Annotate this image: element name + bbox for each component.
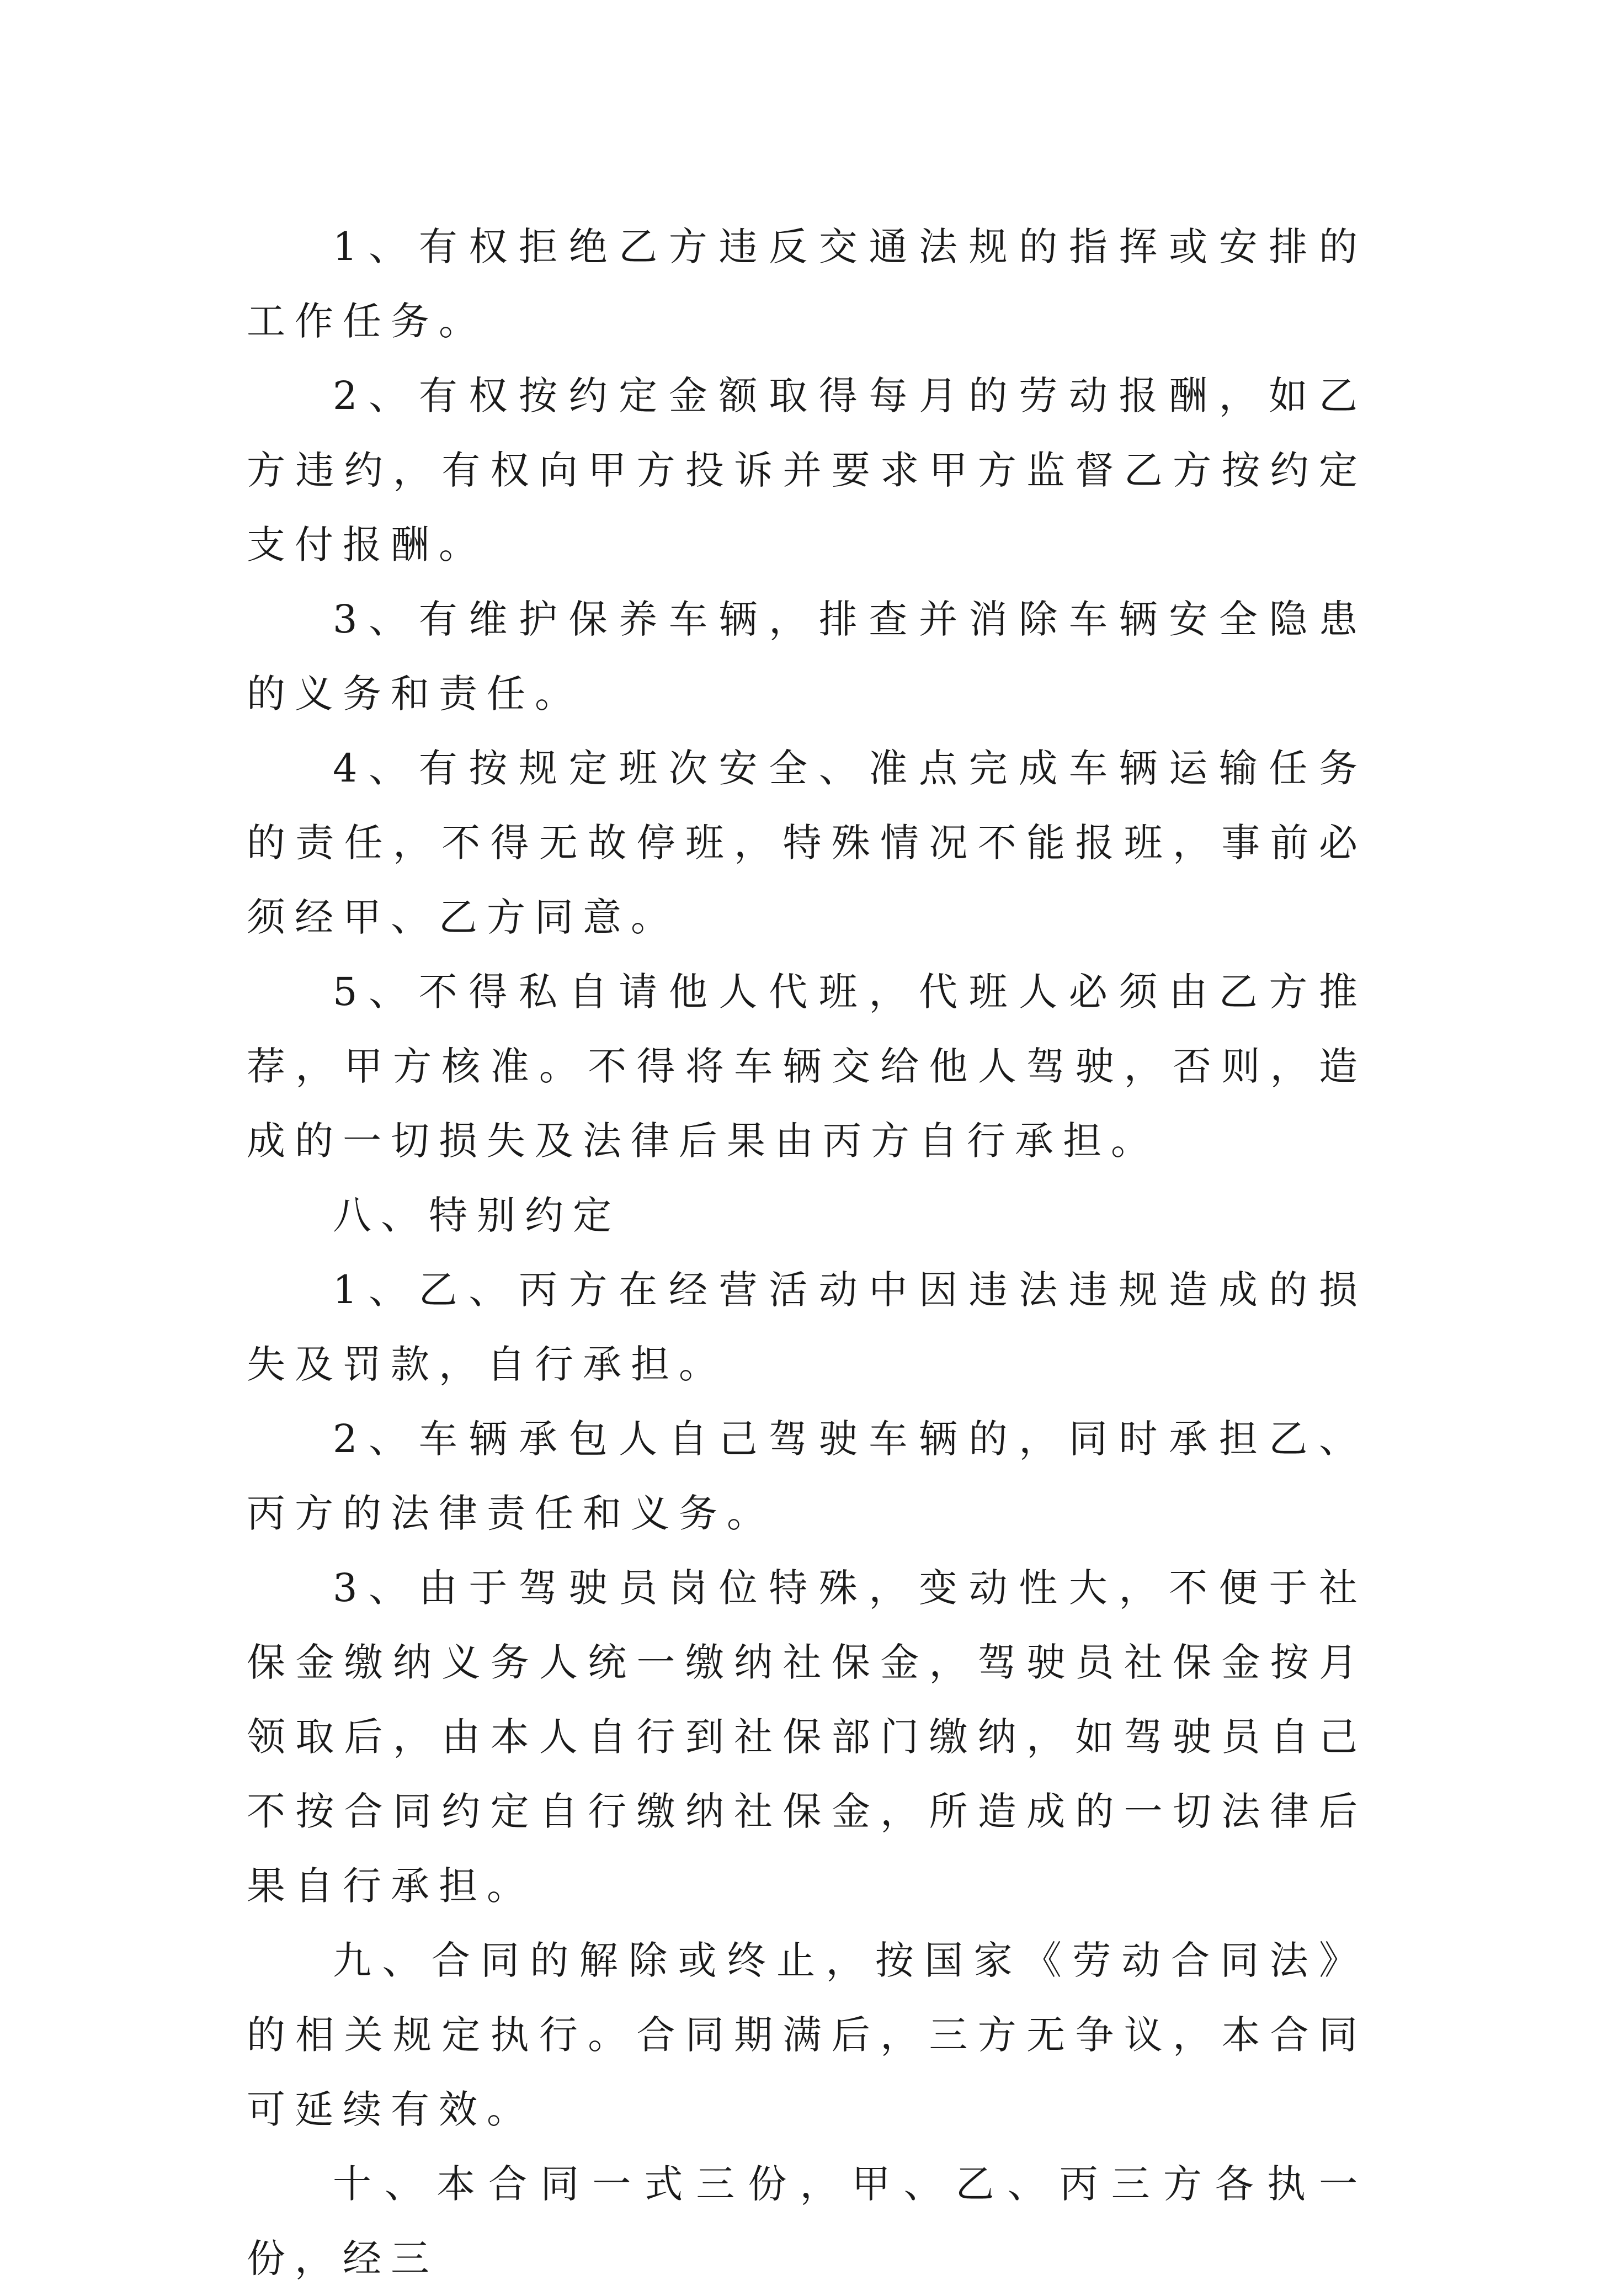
clause-paragraph: 1、有权拒绝乙方违反交通法规的指挥或安排的工作任务。	[247, 224, 1367, 344]
clause-paragraph: 3、由于驾驶员岗位特殊，变动性大，不便于社保金缴纳义务人统一缴纳社保金，驾驶员社保金按月领取后，由本人自行到社保部门缴纳，如驾驶员自己不按合同约定自行缴纳社保金，所造成的一切法律后果自行承担。	[247, 1565, 1367, 1909]
section-heading: 八、特别约定	[333, 1193, 621, 1238]
section-paragraph: 九、合同的解除或终止，按国家《劳动合同法》的相关规定执行。合同期满后，三方无争议，本合同可延续有效。	[247, 1938, 1367, 2132]
clause-paragraph: 2、车辆承包人自己驾驶车辆的，同时承担乙、丙方的法律责任和义务。	[247, 1416, 1367, 1536]
document-body	[247, 210, 1367, 2296]
clause-paragraph: 2、有权按约定金额取得每月的劳动报酬，如乙方违约，有权向甲方投诉并要求甲方监督乙方按约定支付报酬。	[247, 373, 1367, 567]
clause-paragraph: 3、有维护保养车辆，排查并消除车辆安全隐患的义务和责任。	[247, 597, 1367, 716]
section-paragraph: 十、本合同一式三份，甲、乙、丙三方各执一份，经三	[247, 2161, 1367, 2281]
clause-paragraph: 4、有按规定班次安全、准点完成车辆运输任务的责任，不得无故停班，特殊情况不能报班，事前必须经甲、乙方同意。	[247, 746, 1367, 940]
clause-paragraph: 5、不得私自请他人代班，代班人必须由乙方推荐，甲方核准。不得将车辆交给他人驾驶，否则，造成的一切损失及法律后果由丙方自行承担。	[247, 969, 1367, 1163]
clause-paragraph: 1、乙、丙方在经营活动中因违法违规造成的损失及罚款，自行承担。	[247, 1267, 1367, 1387]
